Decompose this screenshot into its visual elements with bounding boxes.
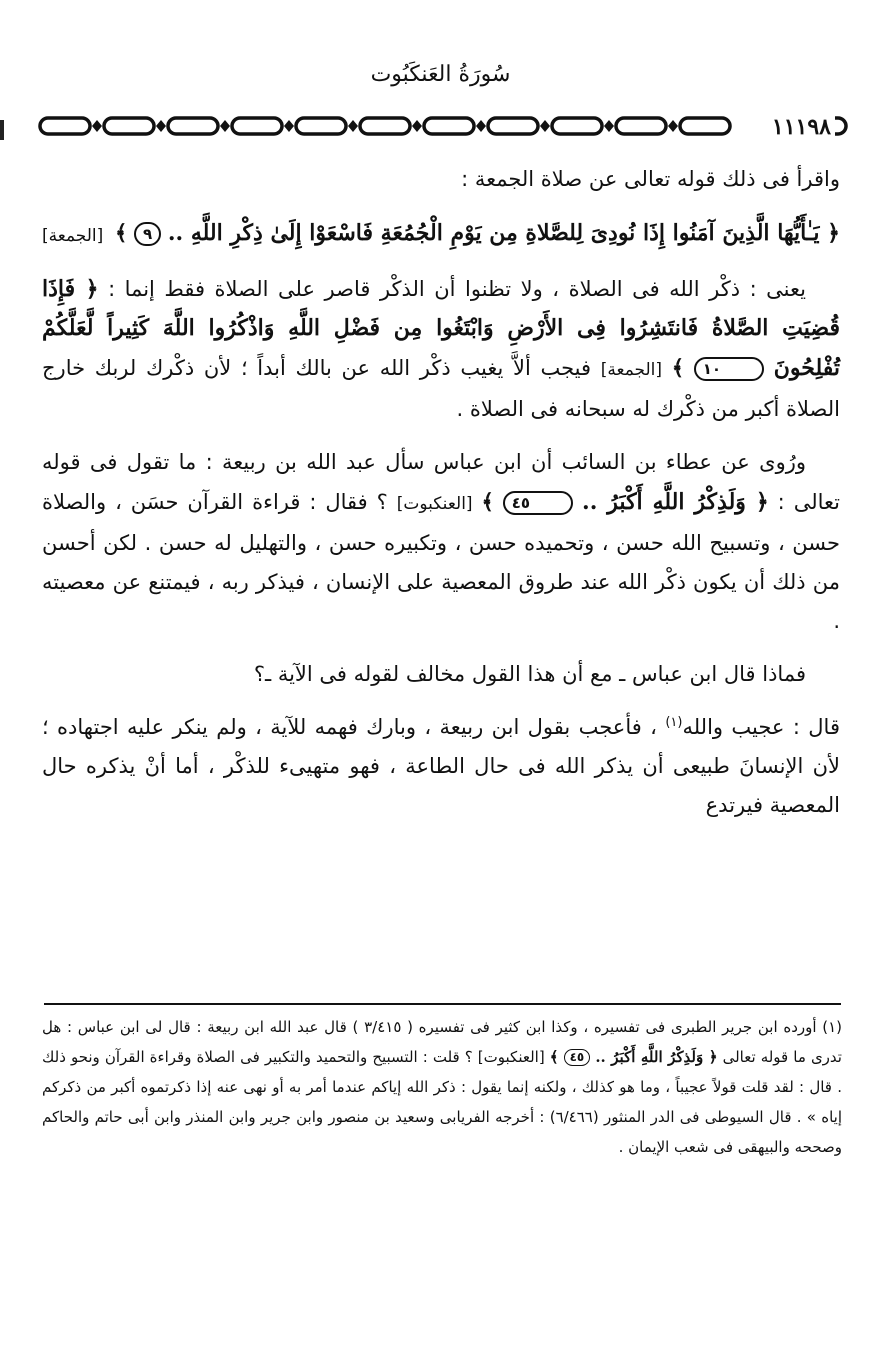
verse-closing-bracket: ﴾	[115, 220, 128, 245]
paragraph-2-text-b: فيجب ألاَّ يغيب ذكْر الله عن بالك أبداً ؛ لأن ذكْرك لربك خارج الصلاة أكبر من ذكْرك له سبحانه فى الصلاة .	[42, 356, 840, 421]
paragraph-4	[42, 655, 840, 694]
paragraph-4-text: فماذا قال ابن عباس ـ مع أن هذا القول مخالف لقوله فى الآية ـ؟	[253, 662, 806, 686]
verse-number-badge: ١٠	[694, 357, 764, 381]
footnote-text-a: (١) أورده ابن جرير الطبرى فى تفسيره ، وكذا ابن كثير فى تفسيره ( ٣/٤١٥ ) قال عبد الله ابن ربيعة : قال لى ابن عباس : هل تدرى ما قوله تعالى	[42, 1018, 843, 1066]
surah-reference: [الجمعة]	[600, 360, 663, 380]
surah-reference: [العنكبوت]	[396, 494, 473, 514]
footnote-text-b: [العنكبوت] ؟ قلت : التسبيح والتحميد والتكبير فى الصلاة وقراءة القرآن ونحو ذلك . قال : لقد قلت قولاً عجيباً ، وما هو كذلك ، ولكنه إنما يقول : ذكر الله إياكم عندما أمر به أو نهى عنه إذا ذكرتموه أكبر من ذكركم إياه » . قال السيوطى فى الدر المنثور (٦/٤٦٦) : أخرجه الفريابى وسعيد بن منصور وابن جرير وابن المنذر وابن أبى حاتم والحاكم وصححه والبيهقى فى شعب الإيمان .	[42, 1048, 842, 1156]
paragraph-5-text-a: قال : عجيب والله	[682, 715, 840, 739]
chain-ornament-icon	[38, 112, 850, 140]
surah-reference: [الجمعة]	[42, 226, 104, 246]
verse-number-badge: ٤٥	[503, 491, 573, 515]
quran-verse-2: ﴿ فَإِذَا قُضِيَتِ الصَّلاةُ فَانتَشِرُوا فِى الأَرْضِ وَابْتَغُوا مِن فَضْلِ اللَّهِ وَاذْكُرُوا اللَّهَ كَثِيراً لَّعَلَّكُمْ تُفْلِحُونَ	[42, 276, 840, 381]
paragraph-1	[42, 160, 840, 199]
paragraph-2	[42, 270, 840, 429]
verse-number-badge: ٤٥	[564, 1049, 591, 1066]
footnote-quran-verse: ﴿ وَلَذِكْرُ اللَّهِ أَكْبَرُ ..	[595, 1048, 718, 1066]
quran-verse-1: ﴿ يَـٰأَيُّهَا الَّذِينَ آمَنُوا إِذَا نُودِىَ لِلصَّلاةِ مِن يَوْمِ الْجُمُعَةِ فَاسْعَوْا إِلَىٰ ذِكْرِ اللَّهِ ..	[167, 220, 840, 246]
paragraph-1-text: واقرأ فى ذلك قوله تعالى عن صلاة الجمعة :	[461, 167, 840, 191]
verse-closing-bracket: ﴾	[671, 355, 685, 380]
quran-verse-3: ﴿ وَلَذِكْرُ اللَّهِ أَكْبَرُ ..	[582, 489, 769, 515]
decorative-header-border	[38, 112, 850, 140]
surah-title: سُورَةُ العَنكَبُوت	[370, 62, 511, 87]
paragraph-5-text-b: ، فأعجب بقول ابن ربيعة ، وبارك فهمه للآية ، ولم ينكر عليه اجتهاده ؛ لأن الإنسانَ طبيعى أن يذكر الله فى حال الطاعة ، فهو متهيىء للذكْر ، أما أنْ يذكره حال المعصية فيرتدع	[42, 715, 840, 817]
footnote	[42, 1012, 842, 1162]
verse-number-badge: ٩	[134, 222, 161, 246]
page-edge-mark	[0, 120, 4, 140]
footnote-separator	[44, 1003, 841, 1005]
paragraph-3-text-a: ورُوى عن عطاء بن السائب أن ابن عباس سأل عبد الله بن ربيعة : ما تقول فى قوله تعالى :	[42, 450, 840, 514]
page-number: ١١١٩٨	[768, 114, 835, 140]
paragraph-3	[42, 443, 840, 641]
quran-verse-block-1	[42, 213, 840, 256]
paragraph-2-text-a: يعنى : ذكْر الله فى الصلاة ، ولا تظنوا أن الذكْر قاصر على الصلاة فقط إنما :	[108, 277, 806, 301]
footnote-marker: (١)	[665, 715, 683, 730]
main-text	[42, 160, 840, 839]
paragraph-3-text-b: ؟ فقال : قراءة القرآن حسَن ، والصلاة حسن ، وتسبيح الله حسن ، وتحميده حسن ، وتكبيره حسن ، والتهليل له حسن . لكن أحسن من ذلك أن يكون ذكْر الله عند طروق المعصية على الإنسان ، فيذكر ربه ، فيمتنع عن معصيته .	[42, 490, 840, 633]
verse-closing-bracket: ﴾	[549, 1048, 559, 1066]
paragraph-5	[42, 708, 840, 825]
verse-closing-bracket: ﴾	[481, 489, 494, 514]
